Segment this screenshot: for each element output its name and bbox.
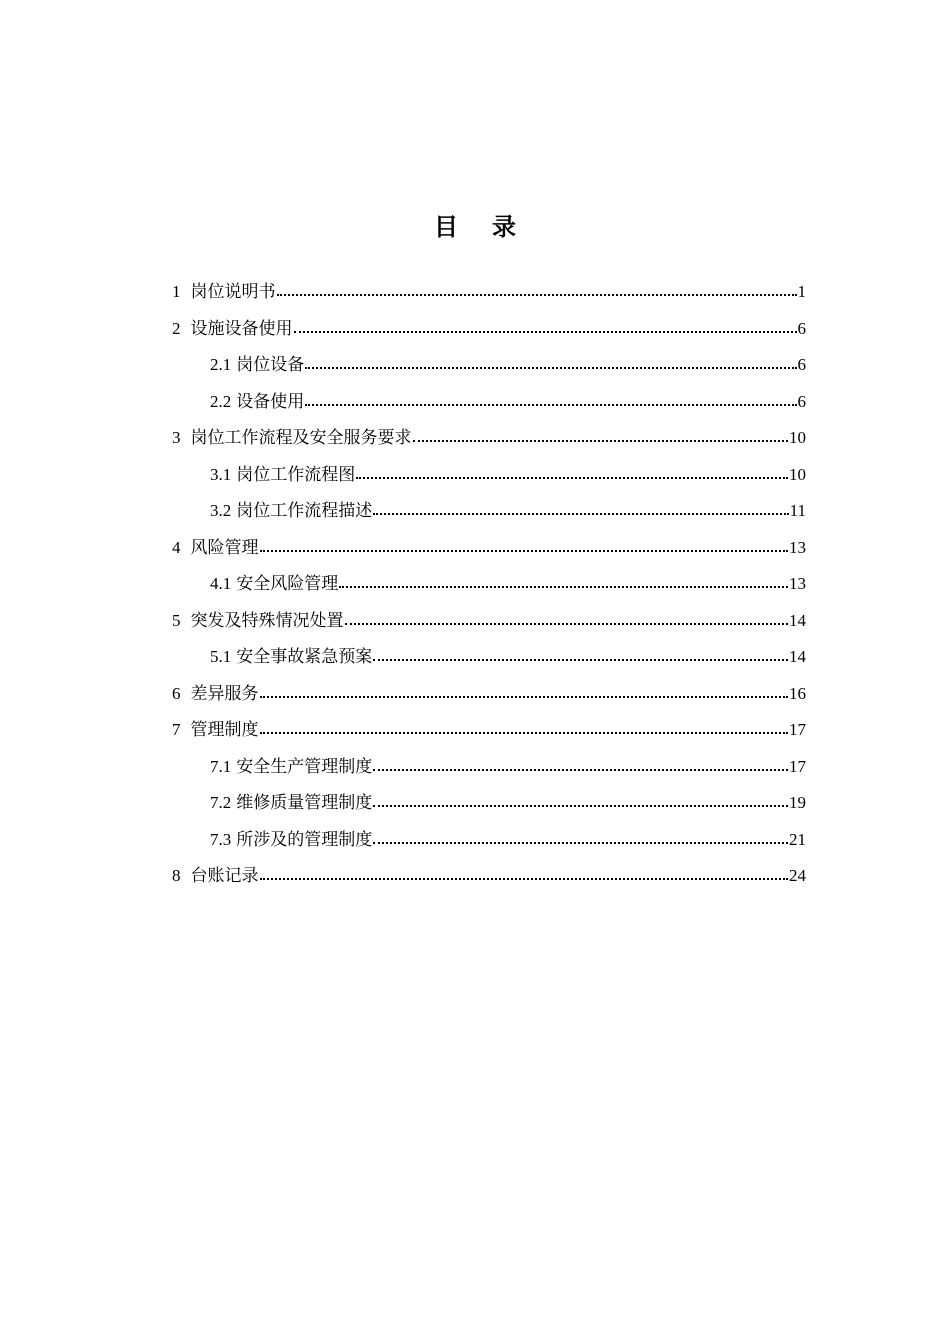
toc-entry-number: 7.3 <box>210 829 232 849</box>
toc-entry-number: 7 <box>172 720 181 739</box>
toc-dot-leader <box>373 828 788 845</box>
toc-entry-title: 岗位说明书 <box>190 282 276 301</box>
toc-entry-title: 风险管理 <box>190 537 259 557</box>
toc-dot-leader <box>345 609 789 626</box>
toc-entry-page-number: 6 <box>797 391 806 411</box>
toc-dot-leader <box>373 755 788 772</box>
toc-entry-title: 所涉及的管理制度 <box>236 829 373 849</box>
toc-entry-1[interactable] <box>172 274 806 311</box>
toc-entry-title: 台账记录 <box>190 866 259 885</box>
toc-dot-leader <box>339 572 788 589</box>
toc-dot-leader <box>260 536 789 553</box>
toc-entry-title: 维修质量管理制度 <box>236 793 373 812</box>
toc-entry-4-1[interactable] <box>172 566 806 603</box>
toc-entry-title: 岗位工作流程及安全服务要求 <box>190 428 412 447</box>
toc-entry-number: 4 <box>172 537 181 557</box>
toc-entry-number: 2.1 <box>210 355 232 374</box>
toc-entry-page-number: 17 <box>789 720 806 739</box>
toc-entry-title: 管理制度 <box>190 720 259 739</box>
toc-entry-page-number: 19 <box>789 793 806 812</box>
toc-entry-number: 6 <box>172 683 181 703</box>
toc-entry-2-2[interactable] <box>172 384 806 421</box>
toc-dot-leader <box>305 353 796 370</box>
toc-entry-page-number: 17 <box>789 756 806 776</box>
toc-entry-7-3[interactable] <box>172 822 806 859</box>
toc-entry-title: 岗位工作流程图 <box>236 464 356 484</box>
toc-entry-number: 3.2 <box>210 501 232 520</box>
toc-entry-8[interactable] <box>172 858 806 895</box>
toc-entry-3[interactable] <box>172 420 806 457</box>
toc-entry-2[interactable] <box>172 311 806 348</box>
toc-dot-leader <box>305 390 796 407</box>
toc-entry-number: 8 <box>172 866 181 885</box>
toc-entry-title: 岗位设备 <box>236 355 305 374</box>
toc-dot-leader <box>260 864 789 881</box>
toc-entry-page-number: 24 <box>789 866 806 885</box>
toc-dot-leader <box>260 682 789 699</box>
toc-entry-5-1[interactable] <box>172 639 806 676</box>
toc-entry-page-number: 14 <box>789 610 806 630</box>
toc-entry-3-1[interactable] <box>172 457 806 494</box>
toc-entry-page-number: 16 <box>789 683 806 703</box>
toc-entry-5[interactable] <box>172 603 806 640</box>
toc-entry-number: 2.2 <box>210 391 232 411</box>
toc-entry-page-number: 21 <box>789 829 806 849</box>
toc-dot-leader <box>356 463 788 480</box>
toc-entry-7-1[interactable] <box>172 749 806 786</box>
toc-entry-title: 差异服务 <box>190 683 259 703</box>
toc-entry-number: 7.2 <box>210 793 232 812</box>
toc-dot-leader <box>413 426 789 443</box>
toc-entry-page-number: 13 <box>789 574 806 593</box>
toc-dot-leader <box>294 317 797 334</box>
toc-entry-7[interactable] <box>172 712 806 749</box>
toc-dot-leader <box>277 280 797 297</box>
toc-entry-title: 安全事故紧急预案 <box>236 647 373 666</box>
toc-entry-page-number: 10 <box>789 464 806 484</box>
toc-entry-7-2[interactable] <box>172 785 806 822</box>
toc-entry-6[interactable] <box>172 676 806 713</box>
toc-entry-number: 4.1 <box>210 574 232 593</box>
table-of-contents <box>172 274 806 895</box>
toc-entry-page-number: 14 <box>789 647 806 666</box>
toc-entry-number: 5 <box>172 610 181 630</box>
toc-entry-page-number: 6 <box>797 355 806 374</box>
toc-entry-number: 3 <box>172 428 181 447</box>
toc-dot-leader <box>373 499 788 516</box>
toc-entry-page-number: 11 <box>789 501 806 520</box>
toc-dot-leader <box>260 718 789 735</box>
toc-entry-3-2[interactable] <box>172 493 806 530</box>
toc-entry-title: 设备使用 <box>236 391 305 411</box>
toc-entry-page-number: 6 <box>797 318 806 338</box>
toc-entry-page-number: 1 <box>797 282 806 301</box>
toc-entry-number: 7.1 <box>210 756 232 776</box>
toc-entry-title: 设施设备使用 <box>190 318 293 338</box>
toc-dot-leader <box>373 791 788 808</box>
toc-entry-number: 5.1 <box>210 647 232 666</box>
toc-entry-page-number: 10 <box>789 428 806 447</box>
page-title: 目 录 <box>434 215 530 241</box>
toc-entry-title: 安全生产管理制度 <box>236 756 373 776</box>
toc-entry-number: 1 <box>172 282 181 301</box>
toc-entry-2-1[interactable] <box>172 347 806 384</box>
toc-entry-title: 岗位工作流程描述 <box>236 501 373 520</box>
toc-entry-page-number: 13 <box>789 537 806 557</box>
toc-entry-4[interactable] <box>172 530 806 567</box>
toc-entry-number: 2 <box>172 318 181 338</box>
toc-entry-title: 突发及特殊情况处置 <box>190 610 344 630</box>
toc-entry-number: 3.1 <box>210 464 232 484</box>
toc-entry-title: 安全风险管理 <box>236 574 339 593</box>
toc-dot-leader <box>373 645 788 662</box>
